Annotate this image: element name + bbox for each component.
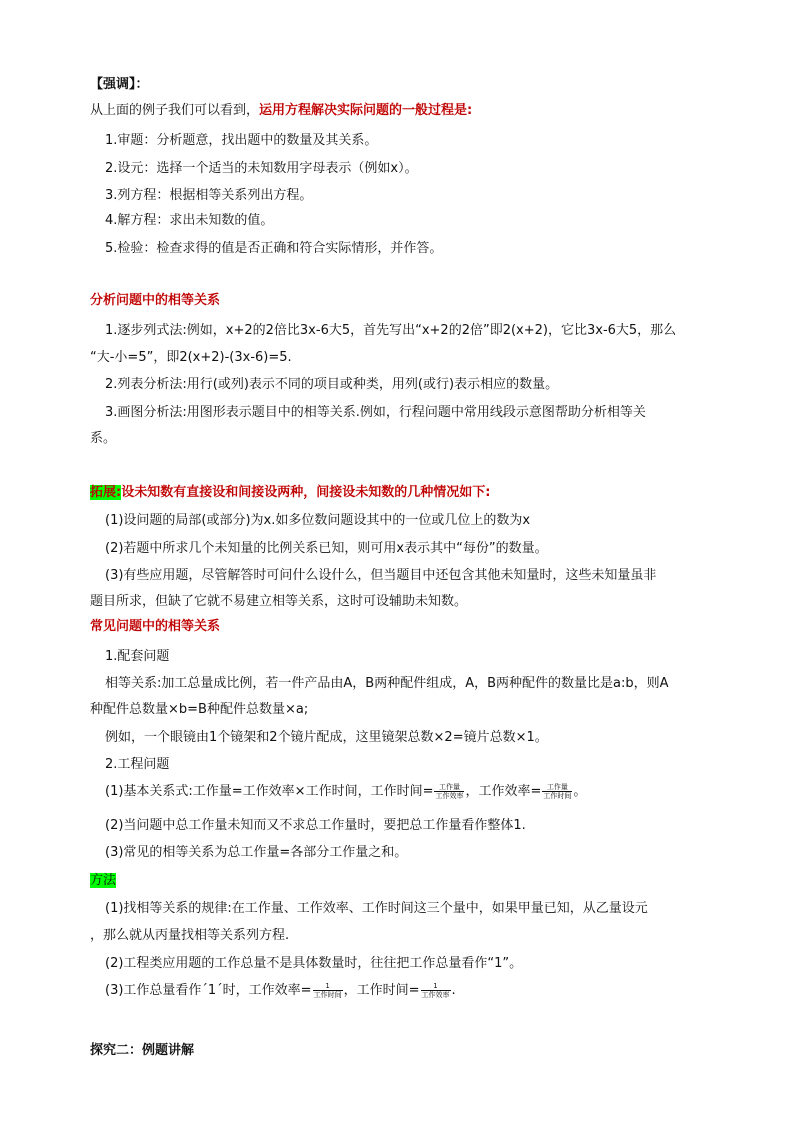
fraction-denominator: 工作效率 [435,792,464,800]
fraction-numerator: 1 [313,982,343,991]
method-3-text-2: ，工作时间= [343,983,420,998]
fraction-denominator: 工作时间 [313,991,342,999]
fraction-numerator: 工作量 [434,783,464,792]
fraction-efficiency [542,783,572,800]
fraction-efficiency-one [313,982,343,999]
fraction-time [434,783,464,800]
work-relation-2: (2)当问题中总工作量未知而又不求总工作量时，要把总工作量看作整体1. [105,818,526,833]
intro-line [90,102,472,120]
emphasis-title: 【强调】： [90,77,149,92]
work-relation-1-end: 。 [573,784,587,799]
step-1: 1.审题：分析题意，找出题中的数量及其关系。 [105,133,378,148]
analysis-method-1-cont: “大-小=5”，即2(x+2)-(3x-6)=5. [90,350,292,365]
problem-1-example: 例如，一个眼镜由1个镜架和2个镜片配成，这里镜架总数×2=镜片总数×1。 [105,730,548,745]
extension-item-3: (3)有些应用题，尽管解答时可问什么设什么，但当题目中还包含其他未知量时，这些未知量虽非 [105,568,657,583]
extension-item-1: (1)设问题的局部(或部分)为x.如多位数问题设其中的一位或几位上的数为x [105,513,531,528]
problem-1-title: 1.配套问题 [105,649,170,664]
method-3 [105,982,456,1000]
work-relation-3: (3)常见的相等关系为总工作量=各部分工作量之和。 [105,845,408,860]
intro-prefix: 从上面的例子我们可以看到， [90,103,260,118]
method-1-cont: ，那么就从丙量找相等关系列方程. [90,928,290,943]
analysis-title: 分析问题中的相等关系 [90,293,221,308]
intro-highlight: 运用方程解决实际问题的一般过程是: [259,103,473,118]
fraction-denominator: 工作时间 [543,792,572,800]
analysis-method-1: 1.逐步列式法:例如，x+2的2倍比3x-6大5，首先写出“x+2的2倍”即2(x+2)，它比3x-6大5，那么 [105,323,677,338]
common-title: 常见问题中的相等关系 [90,619,221,634]
fraction-numerator: 1 [421,982,451,991]
problem-1-relation: 相等关系:加工总量成比例，若一件产品由A，B两种配件组成，A，B两种配件的数量比是a:b，则A [105,676,669,691]
method-3-text: (3)工作总量看作ˊ1ˊ时，工作效率= [105,983,312,998]
analysis-method-3: 3.画图分析法:用图形表示题目中的相等关系.例如，行程问题中常用线段示意图帮助分析相等关 [105,405,646,420]
step-5: 5.检验：检查求得的值是否正确和符合实际情形，并作答。 [105,241,443,256]
fraction-numerator: 工作量 [542,783,572,792]
method-tag: 方法 [90,873,117,888]
extension-item-3-cont: 题目所求，但缺了它就不易建立相等关系，这时可设辅助未知数。 [90,594,468,609]
analysis-method-2: 2.列表分析法:用行(或列)表示不同的项目或种类，用列(或行)表示相应的数量。 [105,377,559,392]
analysis-method-3-cont: 系。 [90,431,117,446]
method-2: (2)工程类应用题的工作总量不是具体数量时，往往把工作总量看作“1”。 [105,956,523,971]
problem-1-relation-cont: 种配件总数量×b=B种配件总数量×a; [90,702,309,717]
step-4: 4.解方程：求出未知数的值。 [105,213,274,228]
problem-2-title: 2.工程问题 [105,757,170,772]
extension-title: 设未知数有直接设和间接设两种，间接设未知数的几种情况如下: [121,485,491,500]
section-2-title: 探究二：例题讲解 [90,1043,195,1058]
work-relation-1-text-2: ，工作效率= [465,784,542,799]
method-3-end: . [451,983,456,998]
method-1: (1)找相等关系的规律:在工作量、工作效率、工作时间这三个量中，如果甲量已知，从乙量设元 [105,901,648,916]
method-heading [90,872,116,890]
fraction-time-one [421,982,451,999]
work-relation-1-text: (1)基本关系式:工作量=工作效率×工作时间，工作时间= [105,784,434,799]
extension-tag: 拓展: [90,485,122,500]
extension-heading [90,484,490,502]
extension-item-2: (2)若题中所求几个未知量的比例关系已知，则可用x表示其中“每份”的数量。 [105,541,548,556]
fraction-denominator: 工作效率 [421,991,450,999]
work-relation-1 [105,783,586,801]
step-3: 3.列方程：根据相等关系列出方程。 [105,188,313,203]
step-2: 2.设元：选择一个适当的未知数用字母表示（例如x）。 [105,161,418,176]
